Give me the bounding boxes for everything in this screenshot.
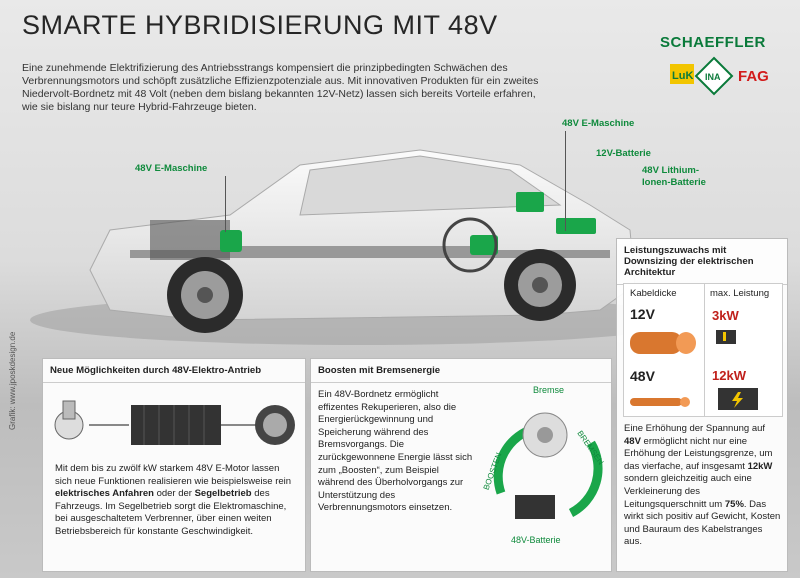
callout-line: [225, 176, 226, 232]
callout-rear-motor: 48V E-Maschine: [562, 118, 635, 129]
power-panel-text: Eine Erhöhung der Spannung auf 48V ermöglicht nicht nur eine Erhöhung der Leistungsgrenze, um das vierfache, auf insgesamt 12kW sondern gleichzeitig auch eine Verkleinerung des Leitungsquerschnitt um 75%. Das wirkt sich positiv auf Gewicht, Kosten und Bauraum des Kabelstranges aus.: [624, 423, 781, 548]
page-title: SMARTE HYBRIDISIERUNG MIT 48V: [22, 10, 498, 40]
boost-panel-text: Ein 48V-Bordnetz ermöglicht effizentes Rekuperieren, also die Energierückgewinnung und Speicherung während des Bremsvorgangs. Die zurückgewonnene Energie lässt sich zum „Boosten“, zum Beispiel während des Überholvorgangs zur Unterstützung des Verbrennungsmotors einsetzen.: [318, 389, 473, 514]
row2-voltage: 48V: [630, 368, 655, 384]
row2-power: 12kW: [712, 368, 746, 383]
thick-cable-icon: [630, 328, 700, 356]
callout-lithium-battery: 48V Lithium-Ionen-Batterie: [642, 165, 706, 188]
boost-cycle-diagram: [481, 383, 609, 563]
drive-panel-title: Neue Möglichkeiten durch 48V-Elektro-Antrieb: [43, 359, 305, 383]
brand-name: SCHAEFFLER: [660, 34, 766, 51]
drive-panel: [42, 358, 306, 572]
logo-fag: FAG: [738, 68, 769, 85]
boost-panel-title: Boosten mit Bremsenergie: [311, 359, 611, 383]
thin-cable-icon: [630, 392, 700, 410]
brand-logos: [670, 56, 780, 96]
small-battery-icon: [714, 326, 740, 346]
label-bremsen: BREMSEN: [575, 428, 606, 467]
drive-diagram: [49, 391, 299, 459]
lithium-battery: [556, 218, 596, 234]
row1-voltage: 12V: [630, 306, 655, 322]
callout-line: [565, 131, 566, 231]
cable-table: [623, 283, 783, 417]
col-power: max. Leistung: [710, 288, 770, 299]
logo-ina: INA: [705, 72, 721, 82]
label-brake: Bremse: [533, 385, 565, 395]
row1-power: 3kW: [712, 308, 739, 323]
col-cable: Kabeldicke: [630, 288, 677, 299]
callout-front-motor: 48V E-Maschine: [135, 163, 208, 174]
power-panel-title: Leistungszuwachs mit Downsizing der elektrischen Architektur: [617, 239, 787, 285]
boost-panel: [310, 358, 612, 572]
intro-text: Eine zunehmende Elektrifizierung des Antriebsstrangs kompensiert die prinzipbedingten Schwächen des Verbrennungsmotors und schöpft zusätzliche Effizienzpotenziale aus. Mit innovativen Produkten für ein zweites Niedervolt-Bordnetz mit 48 Volt (neben dem bislang bekannten 12V-Netz) lassen sich bereits Vorteile erfahren, wie sie bislang nur teure Hybrid-Fahrzeuge bieten.: [22, 62, 539, 113]
label-battery: 48V-Batterie: [511, 535, 561, 545]
drive-panel-text: Mit dem bis zu zwölf kW starkem 48V E-Motor lassen sich neue Funktionen realisieren wie beispielsweise rein elektrisches Anfahren oder der Segelbetrieb des Fahrzeugs. Im Segelbetrieb sorgt die Elektromaschine, bei ausgeschaltetem Verbrenner, über einen weiten Betriebsbereich für konstante Geschwindigkeit.: [55, 463, 292, 537]
callout-battery-12v: 12V-Batterie: [596, 148, 651, 159]
battery-icon: [515, 495, 555, 519]
battery-12v: [516, 192, 544, 212]
front-motor: [220, 230, 242, 252]
logo-luk: LuK: [672, 70, 694, 82]
large-battery-icon: [716, 384, 764, 412]
label-boost: BOOSTEN: [481, 451, 504, 492]
credit-text: Grafik: www.jposkdesign.de: [8, 331, 17, 430]
power-panel: [616, 238, 788, 572]
